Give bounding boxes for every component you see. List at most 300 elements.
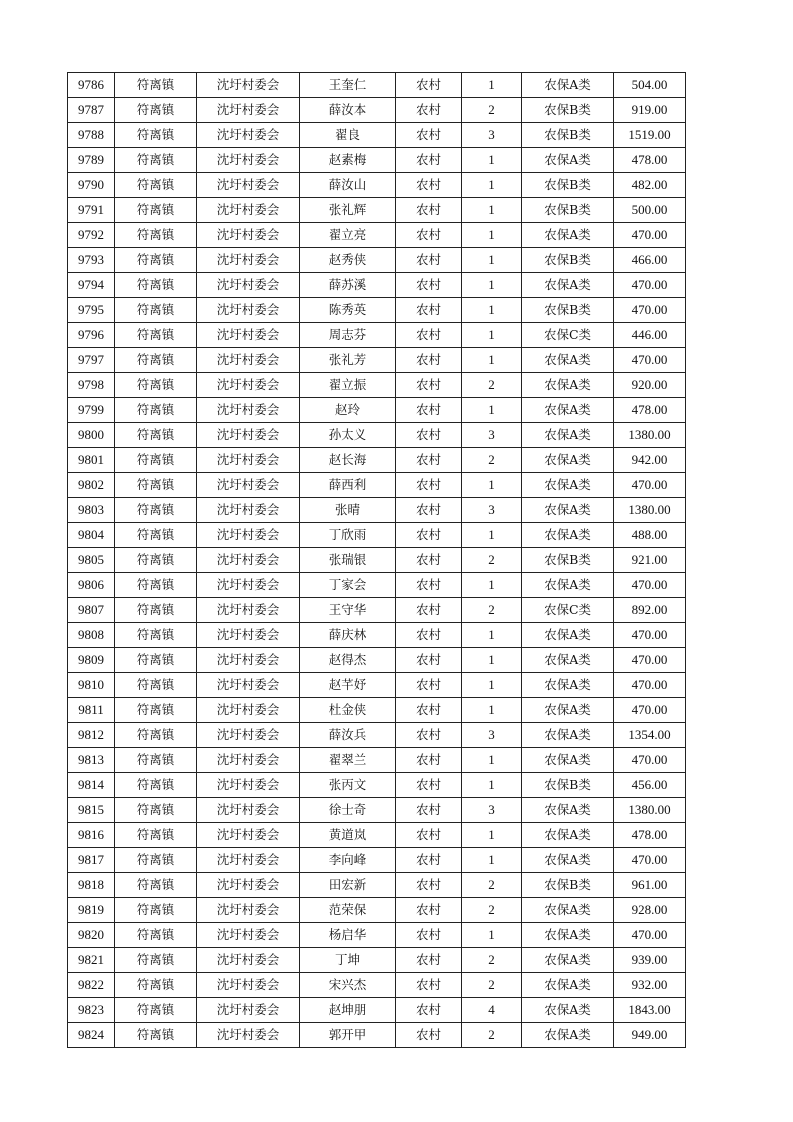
cell-amount: 478.00 xyxy=(614,148,686,173)
cell-category: 农保A类 xyxy=(522,273,614,298)
cell-amount: 919.00 xyxy=(614,98,686,123)
cell-village-committee: 沈圩村委会 xyxy=(197,598,300,623)
cell-count: 1 xyxy=(462,73,522,98)
cell-index: 9804 xyxy=(68,523,115,548)
cell-index: 9813 xyxy=(68,748,115,773)
cell-village-committee: 沈圩村委会 xyxy=(197,223,300,248)
cell-type: 农村 xyxy=(396,98,462,123)
table-row xyxy=(68,73,686,98)
table-row xyxy=(68,448,686,473)
cell-town: 符离镇 xyxy=(115,173,197,198)
cell-index: 9802 xyxy=(68,473,115,498)
cell-amount: 446.00 xyxy=(614,323,686,348)
cell-name: 赵芊妤 xyxy=(300,673,396,698)
cell-name: 张礼辉 xyxy=(300,198,396,223)
cell-index: 9801 xyxy=(68,448,115,473)
cell-village-committee: 沈圩村委会 xyxy=(197,623,300,648)
cell-count: 1 xyxy=(462,698,522,723)
cell-type: 农村 xyxy=(396,923,462,948)
cell-category: 农保B类 xyxy=(522,773,614,798)
table-row xyxy=(68,923,686,948)
cell-category: 农保A类 xyxy=(522,823,614,848)
cell-count: 1 xyxy=(462,173,522,198)
cell-town: 符离镇 xyxy=(115,798,197,823)
cell-index: 9798 xyxy=(68,373,115,398)
cell-type: 农村 xyxy=(396,548,462,573)
cell-town: 符离镇 xyxy=(115,623,197,648)
cell-town: 符离镇 xyxy=(115,373,197,398)
cell-name: 宋兴杰 xyxy=(300,973,396,998)
cell-amount: 892.00 xyxy=(614,598,686,623)
cell-amount: 1380.00 xyxy=(614,498,686,523)
cell-name: 赵坤朋 xyxy=(300,998,396,1023)
cell-amount: 1519.00 xyxy=(614,123,686,148)
table-row xyxy=(68,873,686,898)
cell-category: 农保C类 xyxy=(522,598,614,623)
cell-town: 符离镇 xyxy=(115,998,197,1023)
table-row xyxy=(68,823,686,848)
cell-village-committee: 沈圩村委会 xyxy=(197,523,300,548)
cell-amount: 488.00 xyxy=(614,523,686,548)
cell-name: 薛西利 xyxy=(300,473,396,498)
table-row xyxy=(68,998,686,1023)
cell-count: 1 xyxy=(462,248,522,273)
cell-count: 2 xyxy=(462,448,522,473)
cell-category: 农保A类 xyxy=(522,648,614,673)
cell-type: 农村 xyxy=(396,823,462,848)
cell-town: 符离镇 xyxy=(115,498,197,523)
cell-count: 1 xyxy=(462,348,522,373)
table-row xyxy=(68,223,686,248)
cell-index: 9818 xyxy=(68,873,115,898)
cell-name: 翟立振 xyxy=(300,373,396,398)
cell-amount: 470.00 xyxy=(614,698,686,723)
cell-index: 9795 xyxy=(68,298,115,323)
cell-town: 符离镇 xyxy=(115,923,197,948)
table-row xyxy=(68,473,686,498)
cell-town: 符离镇 xyxy=(115,673,197,698)
cell-village-committee: 沈圩村委会 xyxy=(197,198,300,223)
data-table xyxy=(67,72,686,1048)
cell-village-committee: 沈圩村委会 xyxy=(197,748,300,773)
cell-town: 符离镇 xyxy=(115,648,197,673)
cell-index: 9824 xyxy=(68,1023,115,1048)
cell-amount: 500.00 xyxy=(614,198,686,223)
cell-town: 符离镇 xyxy=(115,723,197,748)
cell-category: 农保A类 xyxy=(522,748,614,773)
table-row xyxy=(68,673,686,698)
table-row xyxy=(68,723,686,748)
cell-type: 农村 xyxy=(396,148,462,173)
cell-type: 农村 xyxy=(396,398,462,423)
cell-index: 9789 xyxy=(68,148,115,173)
cell-index: 9793 xyxy=(68,248,115,273)
cell-village-committee: 沈圩村委会 xyxy=(197,298,300,323)
cell-category: 农保A类 xyxy=(522,148,614,173)
cell-count: 2 xyxy=(462,548,522,573)
cell-index: 9799 xyxy=(68,398,115,423)
cell-name: 薛汝山 xyxy=(300,173,396,198)
cell-name: 翟翠兰 xyxy=(300,748,396,773)
cell-town: 符离镇 xyxy=(115,573,197,598)
cell-amount: 470.00 xyxy=(614,348,686,373)
cell-count: 1 xyxy=(462,673,522,698)
cell-index: 9810 xyxy=(68,673,115,698)
cell-amount: 470.00 xyxy=(614,473,686,498)
cell-amount: 1843.00 xyxy=(614,998,686,1023)
cell-type: 农村 xyxy=(396,73,462,98)
cell-count: 2 xyxy=(462,98,522,123)
cell-category: 农保A类 xyxy=(522,723,614,748)
cell-index: 9811 xyxy=(68,698,115,723)
cell-village-committee: 沈圩村委会 xyxy=(197,773,300,798)
cell-type: 农村 xyxy=(396,573,462,598)
cell-town: 符离镇 xyxy=(115,398,197,423)
cell-amount: 932.00 xyxy=(614,973,686,998)
cell-name: 翟良 xyxy=(300,123,396,148)
cell-name: 杨启华 xyxy=(300,923,396,948)
cell-type: 农村 xyxy=(396,873,462,898)
table-row xyxy=(68,98,686,123)
cell-amount: 920.00 xyxy=(614,373,686,398)
cell-amount: 949.00 xyxy=(614,1023,686,1048)
cell-village-committee: 沈圩村委会 xyxy=(197,798,300,823)
cell-type: 农村 xyxy=(396,223,462,248)
cell-category: 农保A类 xyxy=(522,448,614,473)
cell-index: 9816 xyxy=(68,823,115,848)
table-row xyxy=(68,623,686,648)
cell-type: 农村 xyxy=(396,698,462,723)
cell-name: 丁坤 xyxy=(300,948,396,973)
cell-index: 9812 xyxy=(68,723,115,748)
cell-category: 农保B类 xyxy=(522,198,614,223)
cell-village-committee: 沈圩村委会 xyxy=(197,373,300,398)
cell-name: 翟立亮 xyxy=(300,223,396,248)
cell-index: 9794 xyxy=(68,273,115,298)
cell-amount: 504.00 xyxy=(614,73,686,98)
table-row xyxy=(68,773,686,798)
cell-amount: 470.00 xyxy=(614,923,686,948)
cell-town: 符离镇 xyxy=(115,1023,197,1048)
cell-type: 农村 xyxy=(396,198,462,223)
cell-type: 农村 xyxy=(396,248,462,273)
cell-town: 符离镇 xyxy=(115,448,197,473)
cell-village-committee: 沈圩村委会 xyxy=(197,548,300,573)
cell-village-committee: 沈圩村委会 xyxy=(197,923,300,948)
cell-village-committee: 沈圩村委会 xyxy=(197,898,300,923)
cell-category: 农保A类 xyxy=(522,498,614,523)
cell-amount: 1354.00 xyxy=(614,723,686,748)
cell-category: 农保A类 xyxy=(522,848,614,873)
cell-town: 符离镇 xyxy=(115,148,197,173)
cell-amount: 470.00 xyxy=(614,273,686,298)
table-body xyxy=(68,73,686,1048)
table-row xyxy=(68,273,686,298)
cell-type: 农村 xyxy=(396,673,462,698)
cell-category: 农保A类 xyxy=(522,473,614,498)
cell-index: 9819 xyxy=(68,898,115,923)
cell-name: 黄道岚 xyxy=(300,823,396,848)
cell-town: 符离镇 xyxy=(115,548,197,573)
cell-index: 9791 xyxy=(68,198,115,223)
cell-name: 赵秀侠 xyxy=(300,248,396,273)
cell-name: 徐士奇 xyxy=(300,798,396,823)
cell-index: 9800 xyxy=(68,423,115,448)
table-row xyxy=(68,148,686,173)
table-row xyxy=(68,373,686,398)
cell-amount: 470.00 xyxy=(614,298,686,323)
cell-village-committee: 沈圩村委会 xyxy=(197,73,300,98)
cell-name: 薛庆林 xyxy=(300,623,396,648)
cell-index: 9796 xyxy=(68,323,115,348)
cell-category: 农保A类 xyxy=(522,973,614,998)
cell-village-committee: 沈圩村委会 xyxy=(197,873,300,898)
cell-type: 农村 xyxy=(396,948,462,973)
table-row xyxy=(68,848,686,873)
cell-name: 赵长海 xyxy=(300,448,396,473)
cell-town: 符离镇 xyxy=(115,948,197,973)
cell-type: 农村 xyxy=(396,473,462,498)
cell-count: 1 xyxy=(462,398,522,423)
cell-category: 农保B类 xyxy=(522,248,614,273)
cell-amount: 939.00 xyxy=(614,948,686,973)
cell-town: 符离镇 xyxy=(115,873,197,898)
cell-town: 符离镇 xyxy=(115,848,197,873)
cell-type: 农村 xyxy=(396,373,462,398)
cell-index: 9805 xyxy=(68,548,115,573)
table-row xyxy=(68,898,686,923)
table-row xyxy=(68,423,686,448)
cell-type: 农村 xyxy=(396,598,462,623)
cell-index: 9797 xyxy=(68,348,115,373)
cell-count: 2 xyxy=(462,873,522,898)
cell-town: 符离镇 xyxy=(115,823,197,848)
cell-category: 农保A类 xyxy=(522,1023,614,1048)
cell-index: 9817 xyxy=(68,848,115,873)
cell-type: 农村 xyxy=(396,423,462,448)
cell-type: 农村 xyxy=(396,273,462,298)
cell-town: 符离镇 xyxy=(115,73,197,98)
cell-count: 1 xyxy=(462,923,522,948)
cell-type: 农村 xyxy=(396,748,462,773)
cell-category: 农保A类 xyxy=(522,73,614,98)
cell-index: 9786 xyxy=(68,73,115,98)
cell-type: 农村 xyxy=(396,523,462,548)
table-row xyxy=(68,123,686,148)
table-row xyxy=(68,748,686,773)
cell-count: 1 xyxy=(462,523,522,548)
cell-town: 符离镇 xyxy=(115,773,197,798)
cell-count: 3 xyxy=(462,423,522,448)
cell-village-committee: 沈圩村委会 xyxy=(197,98,300,123)
cell-village-committee: 沈圩村委会 xyxy=(197,398,300,423)
cell-town: 符离镇 xyxy=(115,123,197,148)
table-row xyxy=(68,648,686,673)
cell-type: 农村 xyxy=(396,298,462,323)
table-row xyxy=(68,948,686,973)
cell-type: 农村 xyxy=(396,898,462,923)
cell-category: 农保A类 xyxy=(522,673,614,698)
cell-name: 郭开甲 xyxy=(300,1023,396,1048)
table-row xyxy=(68,198,686,223)
cell-index: 9788 xyxy=(68,123,115,148)
table-row xyxy=(68,398,686,423)
cell-village-committee: 沈圩村委会 xyxy=(197,698,300,723)
cell-index: 9806 xyxy=(68,573,115,598)
cell-amount: 482.00 xyxy=(614,173,686,198)
cell-category: 农保B类 xyxy=(522,298,614,323)
cell-name: 薛苏溪 xyxy=(300,273,396,298)
cell-name: 周志芬 xyxy=(300,323,396,348)
cell-village-committee: 沈圩村委会 xyxy=(197,823,300,848)
cell-index: 9808 xyxy=(68,623,115,648)
cell-type: 农村 xyxy=(396,1023,462,1048)
cell-town: 符离镇 xyxy=(115,523,197,548)
cell-name: 丁欣雨 xyxy=(300,523,396,548)
cell-village-committee: 沈圩村委会 xyxy=(197,1023,300,1048)
cell-type: 农村 xyxy=(396,498,462,523)
table-row xyxy=(68,248,686,273)
cell-category: 农保A类 xyxy=(522,348,614,373)
cell-category: 农保B类 xyxy=(522,98,614,123)
cell-village-committee: 沈圩村委会 xyxy=(197,498,300,523)
cell-amount: 466.00 xyxy=(614,248,686,273)
table-row xyxy=(68,523,686,548)
cell-village-committee: 沈圩村委会 xyxy=(197,148,300,173)
cell-amount: 961.00 xyxy=(614,873,686,898)
cell-count: 1 xyxy=(462,823,522,848)
cell-name: 赵得杰 xyxy=(300,648,396,673)
cell-name: 田宏新 xyxy=(300,873,396,898)
cell-type: 农村 xyxy=(396,448,462,473)
cell-category: 农保A类 xyxy=(522,948,614,973)
cell-name: 范荣保 xyxy=(300,898,396,923)
cell-category: 农保A类 xyxy=(522,998,614,1023)
cell-category: 农保A类 xyxy=(522,223,614,248)
cell-count: 1 xyxy=(462,648,522,673)
cell-name: 薛汝本 xyxy=(300,98,396,123)
table-row xyxy=(68,798,686,823)
cell-village-committee: 沈圩村委会 xyxy=(197,473,300,498)
cell-amount: 1380.00 xyxy=(614,798,686,823)
cell-village-committee: 沈圩村委会 xyxy=(197,123,300,148)
cell-amount: 478.00 xyxy=(614,823,686,848)
cell-count: 3 xyxy=(462,123,522,148)
cell-amount: 470.00 xyxy=(614,848,686,873)
cell-name: 薛汝兵 xyxy=(300,723,396,748)
cell-count: 2 xyxy=(462,973,522,998)
cell-category: 农保A类 xyxy=(522,398,614,423)
cell-village-committee: 沈圩村委会 xyxy=(197,173,300,198)
cell-type: 农村 xyxy=(396,648,462,673)
cell-index: 9820 xyxy=(68,923,115,948)
cell-town: 符离镇 xyxy=(115,323,197,348)
cell-count: 3 xyxy=(462,498,522,523)
cell-count: 1 xyxy=(462,223,522,248)
cell-index: 9821 xyxy=(68,948,115,973)
cell-category: 农保A类 xyxy=(522,698,614,723)
cell-count: 3 xyxy=(462,798,522,823)
cell-town: 符离镇 xyxy=(115,248,197,273)
cell-index: 9790 xyxy=(68,173,115,198)
cell-village-committee: 沈圩村委会 xyxy=(197,573,300,598)
cell-category: 农保A类 xyxy=(522,573,614,598)
cell-type: 农村 xyxy=(396,623,462,648)
cell-village-committee: 沈圩村委会 xyxy=(197,973,300,998)
cell-count: 3 xyxy=(462,723,522,748)
cell-count: 1 xyxy=(462,473,522,498)
table-row xyxy=(68,323,686,348)
cell-category: 农保A类 xyxy=(522,423,614,448)
cell-category: 农保B类 xyxy=(522,873,614,898)
cell-type: 农村 xyxy=(396,323,462,348)
cell-index: 9803 xyxy=(68,498,115,523)
cell-index: 9823 xyxy=(68,998,115,1023)
cell-name: 赵玲 xyxy=(300,398,396,423)
cell-town: 符离镇 xyxy=(115,198,197,223)
cell-village-committee: 沈圩村委会 xyxy=(197,723,300,748)
cell-amount: 942.00 xyxy=(614,448,686,473)
cell-town: 符离镇 xyxy=(115,473,197,498)
cell-index: 9822 xyxy=(68,973,115,998)
cell-name: 李向峰 xyxy=(300,848,396,873)
cell-type: 农村 xyxy=(396,973,462,998)
cell-town: 符离镇 xyxy=(115,273,197,298)
cell-type: 农村 xyxy=(396,848,462,873)
cell-name: 张晴 xyxy=(300,498,396,523)
cell-type: 农村 xyxy=(396,798,462,823)
cell-index: 9809 xyxy=(68,648,115,673)
cell-town: 符离镇 xyxy=(115,698,197,723)
cell-count: 1 xyxy=(462,623,522,648)
cell-town: 符离镇 xyxy=(115,748,197,773)
cell-amount: 470.00 xyxy=(614,673,686,698)
cell-type: 农村 xyxy=(396,773,462,798)
table-row xyxy=(68,548,686,573)
cell-amount: 470.00 xyxy=(614,223,686,248)
cell-count: 1 xyxy=(462,848,522,873)
cell-amount: 470.00 xyxy=(614,623,686,648)
cell-category: 农保B类 xyxy=(522,548,614,573)
cell-name: 张瑞银 xyxy=(300,548,396,573)
cell-amount: 470.00 xyxy=(614,573,686,598)
cell-town: 符离镇 xyxy=(115,598,197,623)
cell-count: 2 xyxy=(462,373,522,398)
cell-type: 农村 xyxy=(396,723,462,748)
cell-village-committee: 沈圩村委会 xyxy=(197,423,300,448)
table-row xyxy=(68,598,686,623)
cell-index: 9814 xyxy=(68,773,115,798)
table-row xyxy=(68,698,686,723)
cell-name: 孙太义 xyxy=(300,423,396,448)
cell-name: 陈秀英 xyxy=(300,298,396,323)
cell-count: 2 xyxy=(462,898,522,923)
cell-town: 符离镇 xyxy=(115,423,197,448)
cell-town: 符离镇 xyxy=(115,898,197,923)
cell-count: 4 xyxy=(462,998,522,1023)
cell-count: 1 xyxy=(462,298,522,323)
table-row xyxy=(68,348,686,373)
cell-category: 农保A类 xyxy=(522,798,614,823)
cell-village-committee: 沈圩村委会 xyxy=(197,323,300,348)
cell-amount: 470.00 xyxy=(614,648,686,673)
cell-village-committee: 沈圩村委会 xyxy=(197,673,300,698)
cell-count: 1 xyxy=(462,573,522,598)
cell-count: 1 xyxy=(462,148,522,173)
cell-category: 农保A类 xyxy=(522,623,614,648)
table-row xyxy=(68,298,686,323)
cell-index: 9815 xyxy=(68,798,115,823)
